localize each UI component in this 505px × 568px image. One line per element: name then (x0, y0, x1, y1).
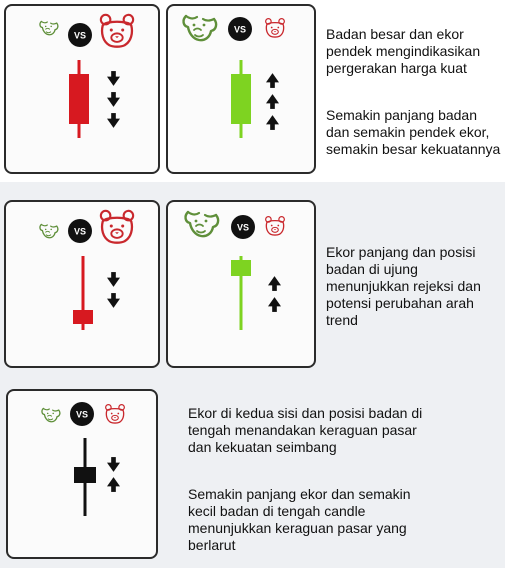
arrow-down-icon (107, 293, 120, 308)
arrow-down-icon (107, 113, 120, 128)
arrow-down-icon (107, 457, 120, 472)
bull-icon (182, 206, 222, 240)
vs-badge (70, 402, 94, 426)
bull-icon (180, 10, 220, 44)
vs-badge (68, 23, 92, 47)
description-text: Ekor di kedua sisi dan posisi badan di tengah menandakan keraguan pasar dan kekuatan seimbang (188, 405, 423, 455)
bearish-rejection-candle (68, 256, 98, 332)
arrow-up-icon (266, 115, 279, 130)
arrow-up-icon (266, 94, 279, 109)
neutral-doji-candle (70, 438, 100, 518)
vs-badge (68, 219, 92, 243)
bull-icon (38, 221, 60, 240)
description-text: Badan besar dan ekor pendek mengindikasikan pergerakan harga kuat (326, 26, 481, 76)
vs-badge (228, 17, 252, 41)
description-text: Semakin panjang ekor dan semakin kecil badan di tengah candle menunjukkan keraguan pasar yang berlarut (188, 486, 411, 553)
bull-icon (38, 18, 60, 37)
arrow-up-icon (268, 297, 281, 312)
bear-icon (264, 215, 286, 237)
description-text: Ekor panjang dan posisi badan di ujung menunjukkan rejeksi dan potensi perubahan arah trend (326, 244, 481, 328)
bullish-rejection-candle (226, 256, 256, 332)
description-text: Semakin panjang badan dan semakin pendek ekor, semakin besar kekuatannya (326, 107, 501, 157)
svg-text:VS: VS (75, 409, 89, 420)
arrow-down-icon (107, 71, 120, 86)
bear-icon (98, 12, 136, 50)
svg-text:VS: VS (73, 30, 87, 41)
svg-text:VS: VS (233, 24, 247, 35)
arrow-up-icon (268, 276, 281, 291)
bear-icon (104, 403, 126, 425)
arrow-down-icon (107, 92, 120, 107)
bear-icon (264, 17, 286, 39)
bull-icon (40, 405, 62, 424)
svg-text:VS: VS (236, 222, 250, 233)
svg-text:VS: VS (73, 226, 87, 237)
arrow-up-icon (266, 73, 279, 88)
vs-badge (231, 215, 255, 239)
bear-icon (98, 208, 136, 246)
bearish-strong-candle (64, 60, 94, 140)
bullish-strong-candle (226, 60, 256, 140)
arrow-down-icon (107, 272, 120, 287)
arrow-up-icon (107, 477, 120, 492)
